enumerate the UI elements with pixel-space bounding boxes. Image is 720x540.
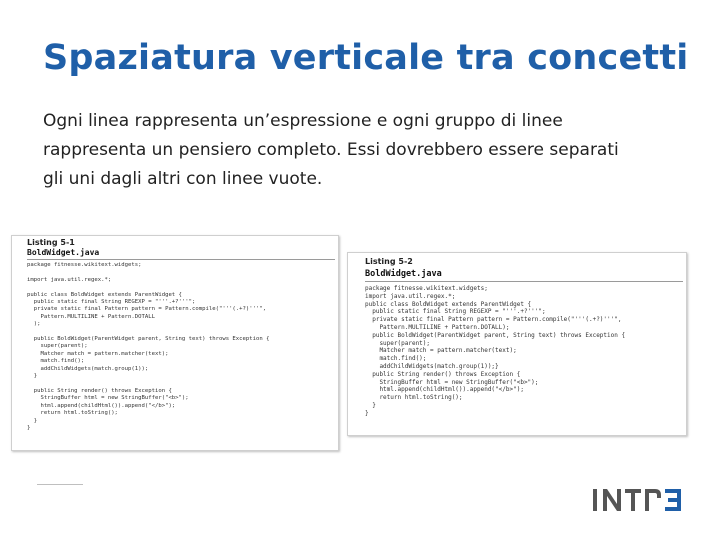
listing-filename: BoldWidget.java [365,269,683,282]
listing-code: package fitnesse.wikitext.widgets; import java.util.regex.*; public class BoldWidget extends ParentWidget { public static final String REGEXP = "'''.+?'''"; private static final Pattern pattern = Pattern.compile("'''(.+?)'''", Pattern.MULTILINE + Pattern.DOTALL ); public BoldWidget(ParentWidget parent, String text) throws Exception { super(parent); Matcher match = pattern.matcher(text); match.find(); addChildWidgets(match.group(1)); } public String render() throws Exception { StringBuffer html = new StringBuffer("<b>"); html.append(childHtml()).append("</b>"); return html.toString(); } } [27,262,270,431]
listing-filename: BoldWidget.java [27,248,335,260]
code-listing-5-1 [11,235,339,451]
slide-title: Spaziatura verticale tra concetti [43,38,689,78]
listing-heading: Listing 5-2 [365,257,413,266]
code-listing-5-2 [347,252,687,436]
footer-divider [37,484,83,485]
intr3-logo-graphic [593,485,685,513]
listing-heading: Listing 5-1 [27,238,75,247]
listing-code: package fitnesse.wikitext.widgets; import java.util.regex.*; public class BoldWidget extends ParentWidget { public static final String REGEXP = "'''.+?'''"; private static final Pattern pattern = Pattern.compile("'''(.+?)'''", Pattern.MULTILINE + Pattern.DOTALL); public BoldWidget(ParentWidget parent, String text) throws Exception { super(parent); Matcher match = pattern.matcher(text); match.find(); addChildWidgets(match.group(1));} public String render() throws Exception { StringBuffer html = new StringBuffer("<b>"); html.append(childHtml()).append("</b>"); return html.toString(); } } [365,285,626,417]
slide-body-text: Ogni linea rappresenta un’espressione e ogni gruppo di linee rappresenta un pensiero completo. Essi dovrebbero essere separati gli uni dagli altri con linee vuote. [43,111,619,189]
intr3-logo [593,485,685,517]
